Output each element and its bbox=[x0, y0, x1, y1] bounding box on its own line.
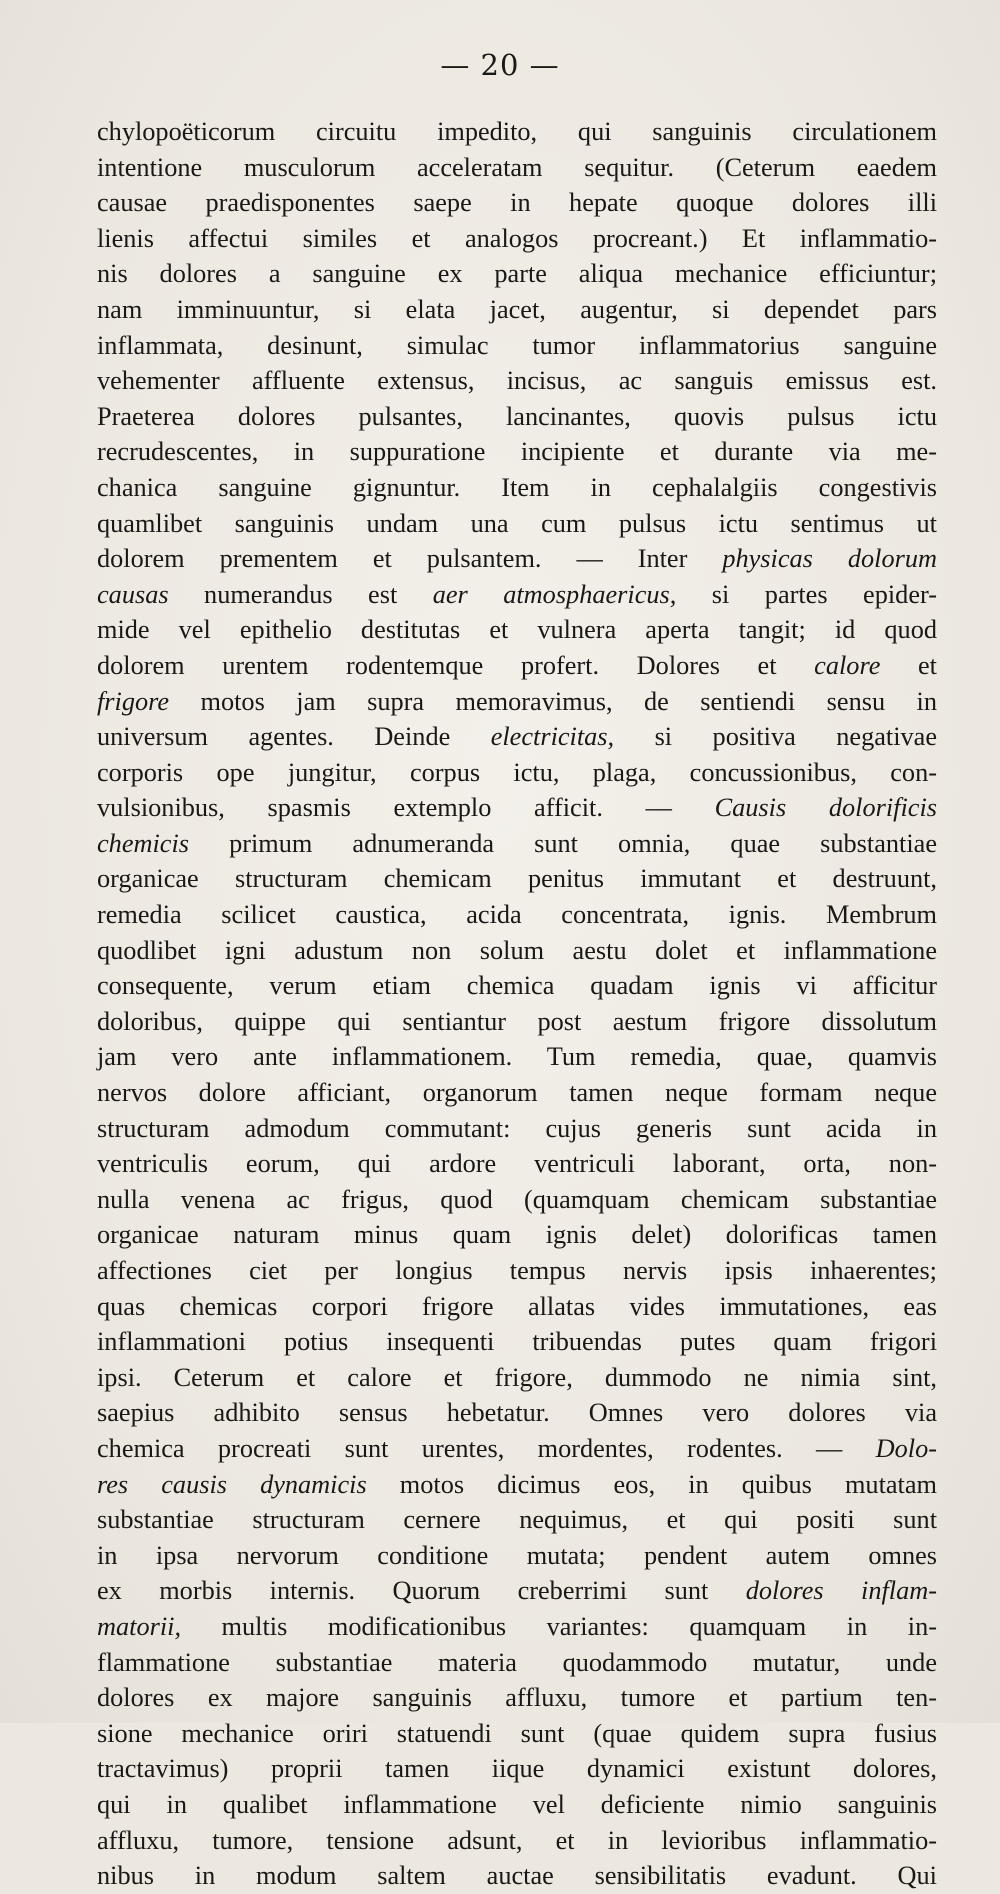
body-text bbox=[97, 114, 937, 1894]
text-run: si positiva negativae bbox=[614, 722, 937, 752]
text-run: nam imminuuntur, si elata jacet, augentur, si dependet pars bbox=[97, 294, 937, 324]
text-line bbox=[97, 1787, 937, 1823]
text-run: ventriculis eorum, qui ardore ventriculi laborant, orta, non- bbox=[97, 1149, 937, 1179]
text-run: ipsi. Ceterum et calore et frigore, dummodo ne nimia sint, bbox=[97, 1362, 937, 1392]
text-run: motos dicimus eos, in quibus mutatam bbox=[366, 1469, 937, 1499]
italic-text: dolores inflam- bbox=[745, 1576, 937, 1606]
text-line bbox=[97, 826, 937, 862]
text-run: chemica procreati sunt urentes, mordentes, rodentes. — bbox=[97, 1433, 876, 1463]
text-line bbox=[97, 1289, 937, 1325]
text-line bbox=[97, 1360, 937, 1396]
text-run: recrudescentes, in suppuratione incipiente et durante via me- bbox=[97, 437, 937, 467]
text-line bbox=[97, 897, 937, 933]
text-line bbox=[97, 968, 937, 1004]
text-run: remedia scilicet caustica, acida concentrata, ignis. Membrum bbox=[97, 900, 937, 930]
text-run: mide vel epithelio destitutas et vulnera aperta tangit; id quod bbox=[97, 615, 937, 645]
text-line bbox=[97, 1609, 937, 1645]
text-run: nulla venena ac frigus, quod (quamquam chemicam substantiae bbox=[97, 1184, 937, 1214]
text-line bbox=[97, 648, 937, 684]
text-line bbox=[97, 1716, 937, 1752]
italic-text: chemicis bbox=[97, 828, 190, 858]
text-run: universum agentes. Deinde bbox=[97, 722, 491, 752]
text-line bbox=[97, 1146, 937, 1182]
text-run: nis dolores a sanguine ex parte aliqua mechanice efficiuntur; bbox=[97, 259, 937, 289]
text-run: motos jam supra memoravimus, de sentiendi sensu in bbox=[169, 686, 937, 716]
text-run: nibus in modum saltem auctae sensibilitatis evadunt. Qui bbox=[97, 1861, 937, 1891]
text-line bbox=[97, 755, 937, 791]
text-line bbox=[97, 114, 937, 150]
text-line bbox=[97, 399, 937, 435]
text-run: vehementer affluente extensus, incisus, ac sanguis emissus est. bbox=[97, 366, 937, 396]
text-line bbox=[97, 1502, 937, 1538]
text-line bbox=[97, 1111, 937, 1147]
text-run: inflammationi potius insequenti tribuendas putes quam frigori bbox=[97, 1327, 937, 1357]
text-line bbox=[97, 1431, 937, 1467]
italic-text: frigore bbox=[97, 686, 170, 716]
text-run: tractavimus) proprii tamen iique dynamici existunt dolores, bbox=[97, 1754, 937, 1784]
text-line bbox=[97, 541, 937, 577]
text-run: numerandus est bbox=[168, 579, 433, 609]
text-line bbox=[97, 684, 937, 720]
text-line bbox=[97, 1573, 937, 1609]
italic-text: calore bbox=[814, 650, 881, 680]
text-line bbox=[97, 434, 937, 470]
italic-text: causas bbox=[97, 579, 169, 609]
text-line bbox=[97, 506, 937, 542]
text-line bbox=[97, 861, 937, 897]
text-run: intentione musculorum acceleratam sequitur. (Ceterum eaedem bbox=[97, 152, 937, 182]
text-run: Praeterea dolores pulsantes, lancinantes, quovis pulsus ictu bbox=[97, 401, 937, 431]
text-run: quas chemicas corpori frigore allatas vides immutationes, eas bbox=[97, 1291, 937, 1321]
text-run: organicae structuram chemicam penitus immutant et destruunt, bbox=[97, 864, 937, 894]
text-run: flammatione substantiae materia quodammodo mutatur, unde bbox=[97, 1647, 937, 1677]
text-run: structuram admodum commutant: cujus generis sunt acida in bbox=[97, 1113, 937, 1143]
text-run: in ipsa nervorum conditione mutata; pendent autem omnes bbox=[97, 1540, 937, 1570]
text-run: primum adnumeranda sunt omnia, quae substantiae bbox=[189, 828, 937, 858]
text-line bbox=[97, 150, 937, 186]
text-line bbox=[97, 363, 937, 399]
text-run: quodlibet igni adustum non solum aestu dolet et inflammatione bbox=[97, 935, 937, 965]
text-line bbox=[97, 1645, 937, 1681]
text-line bbox=[97, 1004, 937, 1040]
text-line bbox=[97, 612, 937, 648]
text-run: saepius adhibito sensus hebetatur. Omnes vero dolores via bbox=[97, 1398, 937, 1428]
text-run: substantiae structuram cernere nequimus, et qui positi sunt bbox=[97, 1505, 937, 1535]
text-run: sione mechanice oriri statuendi sunt (quae quidem supra fusius bbox=[97, 1718, 937, 1748]
text-line bbox=[97, 1324, 937, 1360]
text-line bbox=[97, 1039, 937, 1075]
italic-text: Causis dolorificis bbox=[714, 793, 937, 823]
text-line bbox=[97, 1751, 937, 1787]
text-line bbox=[97, 221, 937, 257]
text-line bbox=[97, 933, 937, 969]
text-line bbox=[97, 1858, 937, 1894]
text-run: chylopoëticorum circuitu impedito, qui sanguinis circulationem bbox=[97, 117, 937, 146]
text-run: organicae naturam minus quam ignis delet) dolorificas tamen bbox=[97, 1220, 937, 1250]
text-line bbox=[97, 185, 937, 221]
text-line bbox=[97, 1395, 937, 1431]
text-run: affectiones ciet per longius tempus nervis ipsis inhaerentes; bbox=[97, 1256, 937, 1285]
page-number: — 20 — bbox=[440, 48, 560, 82]
text-line bbox=[97, 1075, 937, 1111]
text-run: nervos dolore afficiant, organorum tamen neque formam neque bbox=[97, 1078, 937, 1108]
text-run: causae praedisponentes saepe in hepate quoque dolores illi bbox=[97, 188, 937, 218]
text-run: et bbox=[880, 650, 937, 680]
text-run: quamlibet sanguinis undam una cum pulsus ictu sentimus ut bbox=[97, 508, 937, 538]
text-line bbox=[97, 256, 937, 292]
text-line bbox=[97, 790, 937, 826]
text-line bbox=[97, 1467, 937, 1503]
text-run: si partes epider- bbox=[676, 579, 937, 609]
italic-text: matorii, bbox=[97, 1611, 182, 1641]
text-run: affluxu, tumore, tensione adsunt, et in levioribus inflammatio- bbox=[97, 1825, 937, 1855]
text-run: lienis affectui similes et analogos procreant.) Et inflammatio- bbox=[97, 223, 937, 253]
text-run: dolores ex majore sanguinis affluxu, tumore et partium ten- bbox=[97, 1683, 937, 1713]
text-line bbox=[97, 1182, 937, 1218]
italic-text: res causis dynamicis bbox=[97, 1469, 367, 1499]
text-line bbox=[97, 1217, 937, 1253]
italic-text: electricitas, bbox=[490, 722, 615, 752]
italic-text: aer atmosphaericus, bbox=[432, 579, 677, 609]
text-line bbox=[97, 719, 937, 755]
italic-text: physicas dolorum bbox=[722, 544, 937, 574]
text-line bbox=[97, 328, 937, 364]
text-run: dolorem urentem rodentemque profert. Dolores et bbox=[97, 650, 815, 680]
text-line bbox=[97, 292, 937, 328]
text-run: inflammata, desinunt, simulac tumor inflammatorius sanguine bbox=[97, 330, 937, 360]
text-run: doloribus, quippe qui sentiantur post aestum frigore dissolutum bbox=[97, 1006, 937, 1036]
text-run: consequente, verum etiam chemica quadam ignis vi afficitur bbox=[97, 971, 937, 1001]
text-run: jam vero ante inflammationem. Tum remedia, quae, quamvis bbox=[97, 1042, 937, 1072]
text-run: multis modificationibus variantes: quamquam in in- bbox=[181, 1611, 937, 1641]
text-line bbox=[97, 1680, 937, 1716]
text-line bbox=[97, 1823, 937, 1859]
text-line bbox=[97, 1253, 937, 1289]
text-run: qui in qualibet inflammatione vel deficiente nimio sanguinis bbox=[97, 1789, 937, 1819]
italic-text: Dolo- bbox=[875, 1433, 937, 1463]
text-run: vulsionibus, spasmis extemplo afficit. — bbox=[97, 793, 715, 823]
text-run: dolorem prementem et pulsantem. — Inter bbox=[97, 544, 723, 574]
text-line bbox=[97, 577, 937, 613]
text-run: corporis ope jungitur, corpus ictu, plaga, concussionibus, con- bbox=[97, 757, 937, 787]
text-run: ex morbis internis. Quorum creberrimi sunt bbox=[97, 1576, 746, 1606]
text-run: chanica sanguine gignuntur. Item in cephalalgiis congestivis bbox=[97, 472, 937, 502]
text-line bbox=[97, 470, 937, 506]
text-line bbox=[97, 1538, 937, 1574]
